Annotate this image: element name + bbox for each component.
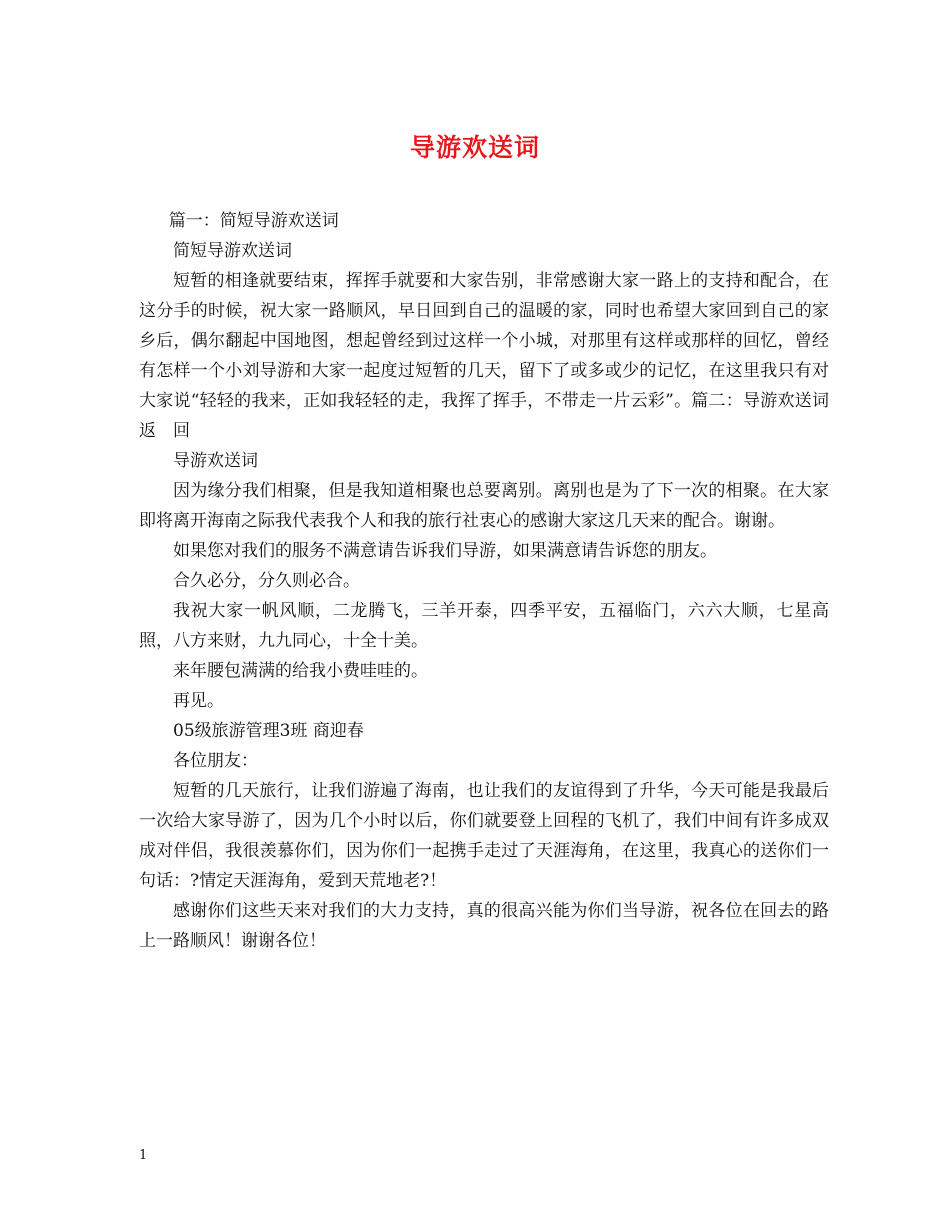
author-line: 05级旅游管理3班 商迎春: [173, 721, 364, 741]
paragraph: 因为缘分我们相聚，但是我知道相聚也总要离别。离别也是为了下一次的相聚。在大家即将离开海南之际我代表我个人和我的旅行社衷心的感谢大家这几天来的配合。谢谢。: [139, 481, 829, 531]
paragraph: 再见。: [173, 691, 224, 711]
page-number: 1: [139, 1148, 148, 1163]
salutation: 各位朋友：: [173, 751, 258, 771]
paragraph: 合久必分，分久则必合。: [173, 571, 360, 591]
document-title: 导游欢送词: [409, 133, 540, 162]
section-heading: 篇一：简短导游欢送词: [168, 211, 339, 231]
paragraph: 来年腰包满满的给我小费哇哇的。: [173, 661, 428, 681]
paragraph: 我祝大家一帆风顺，二龙腾飞，三羊开泰，四季平安，五福临门，六六大顺，七星高照，八方来财，九九同心，十全十美。: [139, 601, 829, 651]
paragraph: 短暂的相逢就要结束，挥挥手就要和大家告别，非常感谢大家一路上的支持和配合，在这分手的时候，祝大家一路顺风，早日回到自己的温暖的家，同时也希望大家回到自己的家乡后，偶尔翻起中国地图，想起曾经到过这样一个小城，对那里有这样或那样的回忆，曾经有怎样一个小刘导游和大家一起度过短暂的几天，留下了或多或少的记忆，在这里我只有对大家说“轻轻的我来，正如我轻轻的走，我挥了挥手，不带走一片云彩”。篇二：导游欢送词返 回: [139, 271, 829, 441]
paragraph: 短暂的几天旅行，让我们游遍了海南，也让我们的友谊得到了升华，今天可能是我最后一次给大家导游了，因为几个小时以后，你们就要登上回程的飞机了，我们中间有许多成双成对伴侣，我很羡慕你们，因为你们一起携手走过了天涯海角，在这里，我真心的送你们一句话：?情定天涯海角，爱到天荒地老?！: [139, 781, 829, 891]
subheading: 简短导游欢送词: [173, 241, 292, 261]
paragraph: 感谢你们这些天来对我们的大力支持，真的很高兴能为你们当导游，祝各位在回去的路上一路顺风！谢谢各位！: [139, 901, 829, 951]
document-body: [139, 206, 829, 956]
subheading: 导游欢送词: [173, 451, 258, 471]
paragraph: 如果您对我们的服务不满意请告诉我们导游，如果满意请告诉您的朋友。: [173, 541, 717, 561]
